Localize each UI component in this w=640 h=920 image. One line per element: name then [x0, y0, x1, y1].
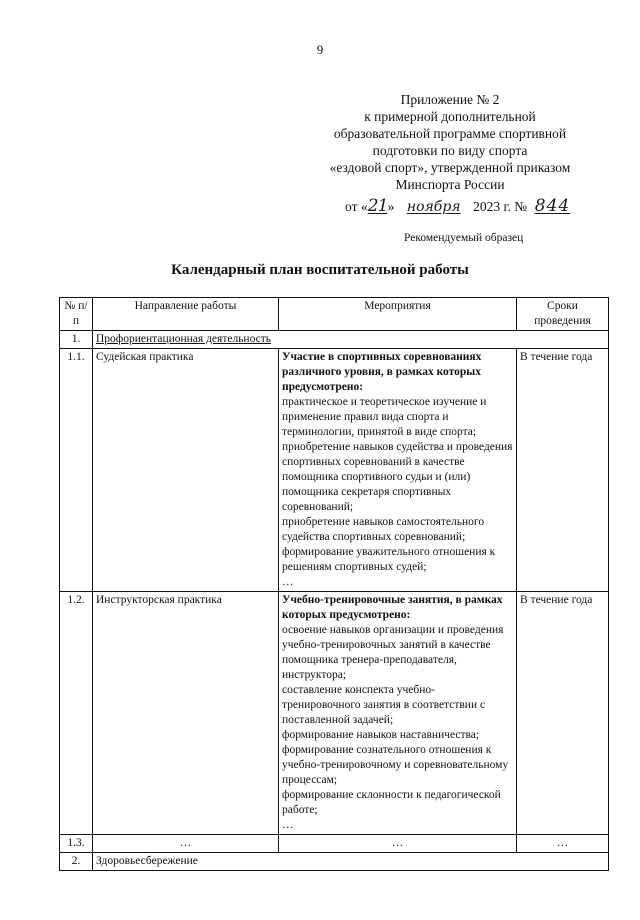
row-direction: Судейская практика [93, 349, 279, 592]
appendix-line: Минспорта России [395, 177, 505, 192]
event-line: формирование сознательного отношения к учебно-тренировочному и соревновательному процессам; [282, 744, 509, 786]
section-row [60, 853, 609, 871]
document-title: Календарный план воспитательной работы [171, 262, 469, 278]
section-number: 1. [60, 331, 93, 349]
event-line: приобретение навыков самостоятельного судейства спортивных соревнований; [282, 516, 485, 543]
header-events: Мероприятия [279, 298, 517, 331]
handwritten-day: 21 [367, 196, 388, 216]
row-events [279, 349, 517, 592]
row-timing: В течение года [517, 349, 609, 592]
order-prefix: от « [345, 199, 368, 214]
table-row [60, 592, 609, 835]
row-events: … [279, 835, 517, 853]
event-line: … [282, 819, 294, 831]
row-number: 1.2. [60, 592, 93, 835]
order-line [345, 196, 575, 216]
row-number: 1.3. [60, 835, 93, 853]
section-title: Профориентационная деятельность [93, 331, 609, 349]
event-line: приобретение навыков судейства и проведения спортивных соревнований в качестве помощника спортивного судьи и (или) помощника секретаря спортивных соревнований; [282, 441, 513, 513]
row-events [279, 592, 517, 835]
event-line: формирование склонности к педагогической работе; [282, 789, 501, 816]
row-number: 1.1. [60, 349, 93, 592]
event-line: формирование уважительного отношения к решениям спортивных судей; [282, 546, 496, 573]
appendix-line: Приложение № 2 [400, 92, 500, 107]
handwritten-month: ноября [406, 199, 461, 215]
order-mid: » [387, 199, 395, 214]
section-row [60, 331, 609, 349]
order-year: 2023 г. № [473, 199, 528, 214]
event-heading: Участие в спортивных соревнованиях различного уровня, в рамках которых предусмотрено: [282, 351, 482, 393]
event-line: составление конспекта учебно-тренировочного занятия в соответствии с поставленной задачей; [282, 684, 486, 726]
handwritten-order-number: 844 [534, 196, 571, 216]
recommended-sample-note: Рекомендуемый образец [404, 232, 524, 244]
page-number: 9 [316, 42, 324, 57]
table-row [60, 835, 609, 853]
event-line: … [282, 576, 294, 588]
event-line: формирование навыков наставничества; [282, 729, 480, 741]
appendix-line: образовательной программе спортивной [333, 126, 567, 141]
table-header-row [60, 298, 609, 331]
appendix-line: «ездовой спорт», утвержденной приказом [329, 160, 571, 175]
header-direction: Направление работы [93, 298, 279, 331]
appendix-block [300, 91, 600, 193]
row-direction: Инструкторская практика [93, 592, 279, 835]
table-row [60, 349, 609, 592]
header-number: № п/п [60, 298, 93, 331]
section-number: 2. [60, 853, 93, 871]
appendix-line: к примерной дополнительной [364, 109, 536, 124]
event-line: освоение навыков организации и проведения учебно-тренировочных занятий в качестве помощника тренера-преподавателя, инструктора; [282, 624, 504, 681]
row-timing: … [517, 835, 609, 853]
appendix-line: подготовки по виду спорта [372, 143, 528, 158]
row-direction: … [93, 835, 279, 853]
header-timing: Сроки проведения [517, 298, 609, 331]
calendar-plan-table [59, 297, 609, 871]
row-timing: В течение года [517, 592, 609, 835]
event-line: практическое и теоретическое изучение и применение правил вида спорта и терминологии, принятой в виде спорта; [282, 396, 487, 438]
event-heading: Учебно-тренировочные занятия, в рамках которых предусмотрено: [282, 594, 503, 621]
section-title: Здоровьесбережение [93, 853, 609, 871]
